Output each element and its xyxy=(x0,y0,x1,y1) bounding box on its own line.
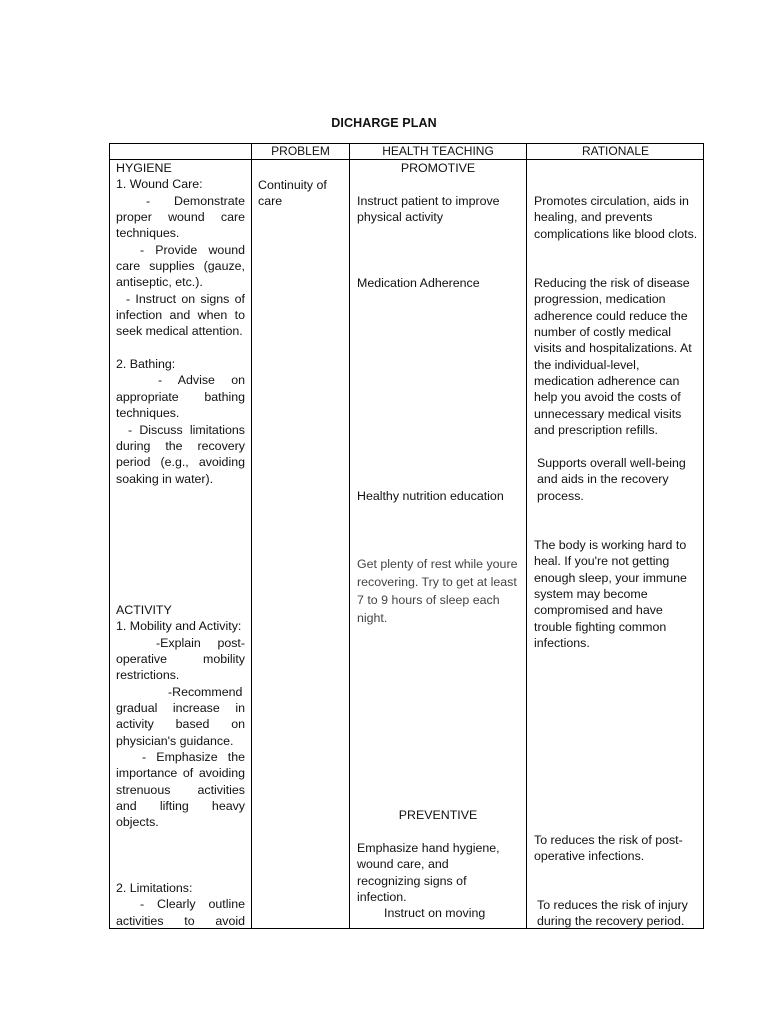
column-divider xyxy=(251,144,252,928)
mobility-item: - Emphasize the importance of avoiding strenuous activities and lifting heavy objects. xyxy=(116,750,245,830)
mobility-heading: 1. Mobility and Activity: xyxy=(116,619,242,634)
mobility-item: -Explain post-operative mobility restrictions. xyxy=(116,635,245,683)
promotive-label: PROMOTIVE xyxy=(400,161,476,175)
limitations-heading: 2. Limitations: xyxy=(116,881,193,895)
teaching-physical-activity: Instruct patient to improve physical activity xyxy=(357,194,500,225)
bathing-item: - Advise on appropriate bathing techniques. xyxy=(116,373,245,421)
rationale-infection: To reduces the risk of post-operative infections. xyxy=(534,833,683,864)
problem-cell: Continuity of care xyxy=(258,178,327,209)
rationale-injury: To reduces the risk of injury during the recovery period. xyxy=(537,898,688,929)
rationale-medication-adherence: Reducing the risk of disease progression, medication adherence could reduce the number of costly medical visits and hospitalizations. At the individual-level, medication adherence can help you avoid the costs of unnecessary medical visits and prescription refills. xyxy=(534,276,692,438)
teaching-nutrition: Healthy nutrition education xyxy=(357,489,504,503)
limitations-section xyxy=(116,880,245,929)
bathing-item: - Discuss limitations during the recovery period (e.g., avoiding soaking in water). xyxy=(116,422,245,486)
wound-care-item: - Demonstrate proper wound care techniques. xyxy=(116,193,245,241)
teaching-hand-hygiene: Emphasize hand hygiene, wound care, and recognizing signs of infection. xyxy=(357,841,500,905)
activity-section xyxy=(116,602,245,831)
rationale-physical-activity: Promotes circulation, aids in healing, and prevents complications like blood clots. xyxy=(534,194,698,241)
preventive-label: PREVENTIVE xyxy=(398,808,478,822)
header-rationale: RATIONALE xyxy=(581,144,650,158)
interventions-column xyxy=(116,160,245,487)
document-title: DICHARGE PLAN xyxy=(331,116,437,130)
wound-care-heading: 1. Wound Care: xyxy=(116,177,203,192)
wound-care-item: - Provide wound care supplies (gauze, antiseptic, etc.). xyxy=(116,242,245,290)
activity-heading: ACTIVITY xyxy=(116,603,172,617)
header-problem: PROBLEM xyxy=(271,144,330,158)
rationale-nutrition: Supports overall well-being and aids in the recovery process. xyxy=(537,456,686,503)
teaching-rest: Get plenty of rest while youre recovering. Try to get at least 7 to 9 hours of sleep each night. xyxy=(357,557,518,625)
teaching-moving: Instruct on moving xyxy=(384,906,486,920)
limitations-item: - Clearly outline activities to avoid xyxy=(116,897,245,928)
rationale-rest: The body is working hard to heal. If you're not getting enough sleep, your immune system may become compromised and have trouble fighting common infections. xyxy=(534,538,687,651)
discharge-plan-table xyxy=(109,143,704,929)
teaching-medication-adherence: Medication Adherence xyxy=(357,276,480,290)
mobility-item: -Recommend gradual increase in activity based on physician's guidance. xyxy=(116,684,245,748)
header-health-teaching: HEALTH TEACHING xyxy=(382,144,494,158)
hygiene-heading: HYGIENE xyxy=(116,161,172,175)
column-divider xyxy=(526,144,527,928)
wound-care-item: - Instruct on signs of infection and when to seek medical attention. xyxy=(116,291,245,339)
bathing-heading: 2. Bathing: xyxy=(116,357,176,372)
